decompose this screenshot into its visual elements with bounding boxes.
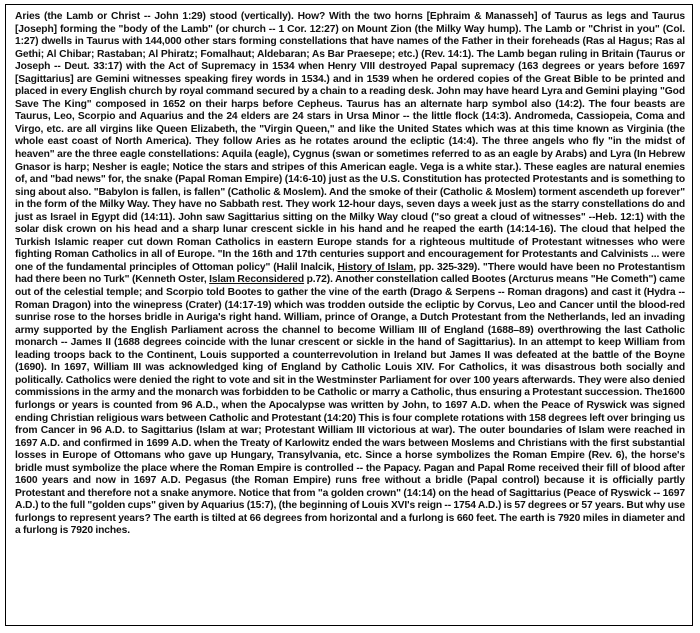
book-title-history-of-islam: History of Islam (337, 261, 414, 273)
body-text (15, 11, 685, 538)
text-segment-1: Aries (the Lamb or Christ -- John 1:29) stood (vertically). How? With the two horns [Ephraim & Manasseh] of Taurus as legs and Taurus [Joseph] forming the "body of the Lamb" (or church -- 1 Cor. 12:27) on Mount Zion (the Milky Way hump). The Lamb or "Christ in you" (Col. 1:27) dwells in Taurus with 144,000 other stars forming constellations that have names of the Father in their foreheads (Ras al Hagus; Ras al Gethi; Al Chibar; Rastaban; Al Phiratz; Fomalhaut; Aldebaran; As Bar Praesepe; etc.) (Rev. 14:1). The Lamb began ruling in Britain (Taurus or Joseph -- Deut. 33:17) with the Act of Supremacy in 1534 when Henry VIII destroyed Papal supremacy (163 degrees or years before 1697 [Sagittarius] are Gemini witnesses speaking firey words in 1534.) and in 1539 when he ordered copies of the Great Bible to be printed and placed in every English church by royal command secured by a chain to a reading desk. John may have heard Lyra and Gemini playing "God Save The King" composed in 1652 on their harps before Cepheus. Taurus has an alternate harp symbol also (14:2). The four beasts are Taurus, Leo, Scorpio and Aquarius and the 24 elders are 24 stars in Ursa Minor -- the little flock (14:3). Andromeda, Cassiopeia, Coma and Virgo, etc. are all virgins like Queen Elizabeth, the "Virgin Queen," and like the United States which was at this time known as Virginia (the whole east coast of North America). They follow Aries as he rotates around the ecliptic (14:4). The three angels who fly "in the midst of heaven" are the three eagle constellations: Aquila (eagle), Cygnus (swan or sometimes referred to as an eagle by Arabs) and Lyra (In Hebrew Gnasor is harp; Nesher is eagle; Notice the stars and stripes of this American eagle. Vega is a white star.). These eagles are natural enemies of, and "bad news" for, the snake (Papal Roman Empire) (14:6-10) just as the U.S. Constitution has protected Protestants and is something to sing about also. "Babylon is fallen, is fallen" (Catholic & Moslem). And the smoke of their (Catholic & Moslem) torment ascendeth up forever" in the form of the Milky Way. They have no Sabbath rest. They work 12-hour days, seven days a week just as the starry constellations do and just as Israel in Egypt did (14:11). John saw Sagittarius sitting on the Milky Way cloud ("so great a cloud of witnesses" --Heb. 12:1) with the solar disk crown on his head and a sharp lunar crescent sickle in his hand and he reaped the earth (14:14-16). The cloud that helped the Turkish Islamic reaper cut down Roman Catholics in eastern Europe stands for a righteous multitude of Protestant witnesses who were fighting Roman Catholics in all of Europe. "In the 16th and 17th centuries support and encouragement for Protestants and Calvinists ... were one of the fundamental principles of Ottoman policy" (Halil Inalcik, (15, 11, 685, 273)
text-box (5, 4, 693, 626)
book-title-islam-reconsidered: Islam Reconsidered (209, 274, 305, 286)
text-segment-3: p.72). Another constellation called Bootes (Arcturus means "He Cometh") came out of the celestial temple; and Scorpio told Bootes to gather the vine of the earth (Drago & Serpens -- Roman dragons) and cast it (Hydra -- Roman Dragon) into the winepress (Crater) (14:17-19) which was trodden outside the ecliptic by Corvus, Leo and Cancer until the blood-red sunrise rose to the horses bridle in Auriga's right hand. William, prince of Orange, a Dutch Protestant from the Netherlands, led an invading army supported by the English Parliament across the channel to become William III of England (1688–89) overthrowing the last Catholic monarch -- James II (1688 degrees coincide with the lunar crescent or sickle in the hand of Sagittarius). In an attempt to keep William from leading troops back to the Continent, Louis supported a counterrevolution in Ireland but James II was defeated at the battle of the Boyne (1690). In 1697, William III was acknowledged king of England by Catholic Louis XIV. For Catholics, it was disastrous both socially and politically. Catholics were denied the right to vote and sit in the Westminster Parliament for over 100 years afterwards. They were also denied commissions in the army and the monarch was forbidden to be Catholic or marry a Catholic, thus ensuring a Protestant succession. The1600 furlongs or years is counted from 96 A.D., when the Apocalypse was written by John, to 1697 A.D. when the Peace of Ryswick was signed ending Christian religious wars between Catholic and Protestant (14:20) This is four complete rotations with 158 degrees left over bringing us from Cancer in 96 A.D. to Sagittarius (Islam at war; Protestant William III victorious at war). The outer boundaries of Islam were reached in 1697 A.D. and confirmed in 1699 A.D. when the Treaty of Karlowitz ended the wars between Moslems and Christians with the first substantial losses in Europe of Ottomans who gave up Hungary, Transylvania, etc. Since a horse symbolizes the Roman Empire (Rev. 6), the horse's bridle must symbolize the place where the Roman Empire is controlled -- the Papacy. Pagan and Papal Rome received their fill of blood after 1600 years and now in 1697 A.D. Pegasus (the Roman Empire) runs free without a bridle (Papal control) because it is officially partly Protestant and therefore not a snake anymore. Notice that from "a golden crown" (14:14) on the head of Sagittarius (Peace of Ryswick -- 1697 A.D.) to the full "golden cups" given by Aquarius (15:7), (the beginning of Louis XVI's reign -- 1754 A.D.) is 57 degrees or 57 years. But why use furlongs to represent years? The earth is tilted at 66 degrees from horizontal and a furlong is 660 feet. The earth is 7920 miles in diameter and a furlong is 7920 inches. (15, 274, 685, 537)
text-segment-2: , pp. 325-329). "There would have been no Protestantism had there been no Turk" (Kenneth Oster, (15, 261, 686, 286)
